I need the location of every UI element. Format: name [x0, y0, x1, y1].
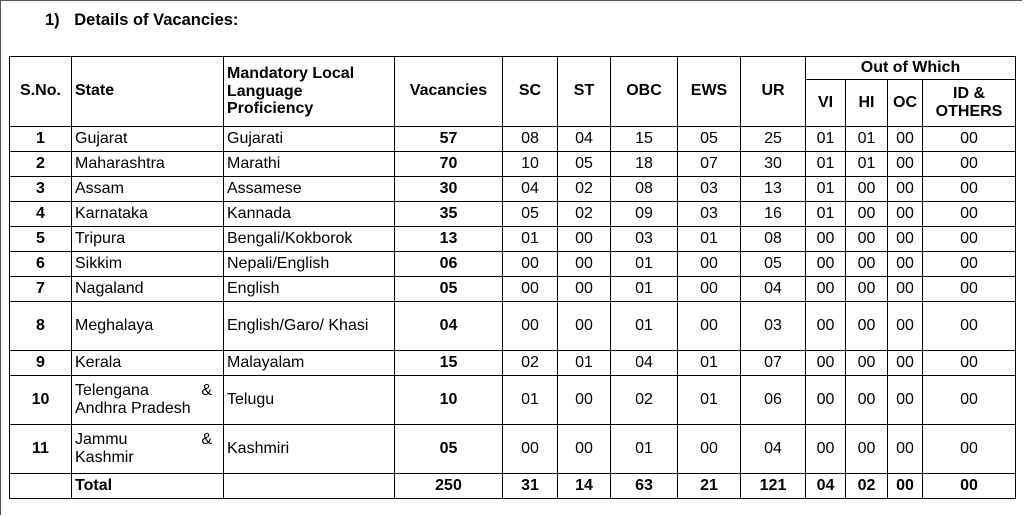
cell-language: Telugu [224, 376, 395, 425]
cell-state: Sikkim [72, 252, 224, 277]
cell-blank [224, 474, 395, 499]
cell-sc: 10 [503, 152, 558, 177]
cell-language: Nepali/English [224, 252, 395, 277]
cell-sno: 6 [10, 252, 72, 277]
section-title: Details of Vacancies: [74, 11, 239, 29]
cell-id-others: 00 [923, 177, 1016, 202]
cell-ur: 04 [741, 425, 806, 474]
cell-hi: 00 [846, 302, 888, 351]
cell-oc: 00 [888, 152, 923, 177]
cell-vacancies: 35 [395, 202, 503, 227]
cell-ews: 01 [678, 351, 741, 376]
section-number: 1) [45, 11, 60, 29]
cell-sno: 2 [10, 152, 72, 177]
vacancies-table [9, 56, 1016, 499]
cell-sno: 9 [10, 351, 72, 376]
cell-oc: 00 [888, 252, 923, 277]
cell-vi: 01 [806, 202, 846, 227]
cell-obc: 04 [611, 351, 678, 376]
cell-oc: 00 [888, 425, 923, 474]
cell-sno: 10 [10, 376, 72, 425]
cell-obc: 18 [611, 152, 678, 177]
cell-st: 00 [558, 227, 611, 252]
cell-hi: 00 [846, 202, 888, 227]
header-vi: VI [806, 80, 846, 127]
cell-hi: 00 [846, 252, 888, 277]
cell-vacancies: 70 [395, 152, 503, 177]
cell-st: 00 [558, 425, 611, 474]
cell-state: Nagaland [72, 277, 224, 302]
cell-st: 02 [558, 177, 611, 202]
cell-vi: 00 [806, 227, 846, 252]
header-obc: OBC [611, 57, 678, 127]
cell-ur: 30 [741, 152, 806, 177]
table-row [10, 127, 1016, 152]
header-st: ST [558, 57, 611, 127]
cell-ews: 01 [678, 376, 741, 425]
cell-total-label: Total [72, 474, 224, 499]
cell-state [72, 425, 224, 474]
state-amp: & [201, 431, 212, 449]
cell-total-ews: 21 [678, 474, 741, 499]
header-hi: HI [846, 80, 888, 127]
cell-sno: 4 [10, 202, 72, 227]
cell-vacancies: 05 [395, 277, 503, 302]
cell-sc: 02 [503, 351, 558, 376]
cell-total-sc: 31 [503, 474, 558, 499]
cell-vacancies: 04 [395, 302, 503, 351]
cell-oc: 00 [888, 351, 923, 376]
cell-sc: 00 [503, 302, 558, 351]
cell-id-others: 00 [923, 302, 1016, 351]
cell-state: Gujarat [72, 127, 224, 152]
cell-sc: 08 [503, 127, 558, 152]
cell-sno: 5 [10, 227, 72, 252]
cell-vi: 01 [806, 177, 846, 202]
cell-language: Gujarati [224, 127, 395, 152]
cell-total-hi: 02 [846, 474, 888, 499]
cell-total-ur: 121 [741, 474, 806, 499]
cell-hi: 00 [846, 177, 888, 202]
cell-language: Assamese [224, 177, 395, 202]
cell-total-vi: 04 [806, 474, 846, 499]
cell-state: Tripura [72, 227, 224, 252]
cell-obc: 01 [611, 302, 678, 351]
cell-st: 04 [558, 127, 611, 152]
cell-hi: 00 [846, 425, 888, 474]
cell-state: Kerala [72, 351, 224, 376]
state-amp: & [201, 382, 212, 400]
cell-vacancies: 06 [395, 252, 503, 277]
cell-st: 01 [558, 351, 611, 376]
header-ews: EWS [678, 57, 741, 127]
cell-st: 02 [558, 202, 611, 227]
cell-obc: 03 [611, 227, 678, 252]
cell-vacancies: 13 [395, 227, 503, 252]
cell-ews: 05 [678, 127, 741, 152]
cell-id-others: 00 [923, 425, 1016, 474]
cell-id-others: 00 [923, 351, 1016, 376]
cell-total-st: 14 [558, 474, 611, 499]
cell-ews: 07 [678, 152, 741, 177]
cell-oc: 00 [888, 302, 923, 351]
cell-language: Kannada [224, 202, 395, 227]
cell-vacancies: 15 [395, 351, 503, 376]
cell-sc: 00 [503, 252, 558, 277]
cell-oc: 00 [888, 376, 923, 425]
cell-vi: 00 [806, 252, 846, 277]
cell-language: Malayalam [224, 351, 395, 376]
table-row [10, 227, 1016, 252]
table-header-row [10, 57, 1016, 80]
cell-id-others: 00 [923, 202, 1016, 227]
cell-state: Meghalaya [72, 302, 224, 351]
table-row [10, 252, 1016, 277]
header-oc: OC [888, 80, 923, 127]
cell-sc: 05 [503, 202, 558, 227]
header-vacancies: Vacancies [395, 57, 503, 127]
cell-vacancies: 57 [395, 127, 503, 152]
table-row [10, 202, 1016, 227]
cell-st: 00 [558, 376, 611, 425]
cell-obc: 01 [611, 252, 678, 277]
cell-total-vacancies: 250 [395, 474, 503, 499]
cell-vi: 00 [806, 376, 846, 425]
table-row [10, 152, 1016, 177]
cell-obc: 01 [611, 425, 678, 474]
cell-vi: 00 [806, 351, 846, 376]
cell-state: Karnataka [72, 202, 224, 227]
cell-ur: 04 [741, 277, 806, 302]
cell-total-id-others: 00 [923, 474, 1016, 499]
cell-total-oc: 00 [888, 474, 923, 499]
state-part: Andhra Pradesh [75, 400, 191, 417]
header-ur: UR [741, 57, 806, 127]
cell-st: 00 [558, 302, 611, 351]
cell-obc: 01 [611, 277, 678, 302]
cell-state: Maharashtra [72, 152, 224, 177]
cell-ur: 08 [741, 227, 806, 252]
cell-vacancies: 30 [395, 177, 503, 202]
cell-obc: 08 [611, 177, 678, 202]
cell-ews: 01 [678, 227, 741, 252]
cell-ur: 05 [741, 252, 806, 277]
cell-state: Assam [72, 177, 224, 202]
cell-sno: 7 [10, 277, 72, 302]
cell-oc: 00 [888, 202, 923, 227]
state-part: Jammu [75, 431, 128, 449]
cell-st: 00 [558, 252, 611, 277]
cell-ews: 00 [678, 277, 741, 302]
cell-vacancies: 05 [395, 425, 503, 474]
cell-oc: 00 [888, 227, 923, 252]
cell-id-others: 00 [923, 376, 1016, 425]
section-heading [45, 11, 238, 30]
cell-ews: 00 [678, 302, 741, 351]
cell-hi: 01 [846, 127, 888, 152]
cell-state [72, 376, 224, 425]
cell-sno: 11 [10, 425, 72, 474]
cell-sc: 04 [503, 177, 558, 202]
cell-obc: 15 [611, 127, 678, 152]
cell-st: 05 [558, 152, 611, 177]
table-row [10, 277, 1016, 302]
cell-ur: 06 [741, 376, 806, 425]
cell-sno: 1 [10, 127, 72, 152]
cell-language: Marathi [224, 152, 395, 177]
cell-hi: 00 [846, 351, 888, 376]
cell-id-others: 00 [923, 152, 1016, 177]
cell-ews: 03 [678, 202, 741, 227]
cell-id-others: 00 [923, 252, 1016, 277]
table-row [10, 351, 1016, 376]
cell-sc: 00 [503, 425, 558, 474]
cell-ur: 03 [741, 302, 806, 351]
cell-hi: 00 [846, 376, 888, 425]
header-language: Mandatory Local Language Proficiency [224, 57, 395, 127]
cell-id-others: 00 [923, 277, 1016, 302]
table-row [10, 425, 1016, 474]
cell-ur: 07 [741, 351, 806, 376]
cell-vi: 00 [806, 302, 846, 351]
cell-vacancies: 10 [395, 376, 503, 425]
cell-vi: 00 [806, 425, 846, 474]
table-row [10, 302, 1016, 351]
cell-oc: 00 [888, 277, 923, 302]
cell-sc: 01 [503, 227, 558, 252]
cell-id-others: 00 [923, 227, 1016, 252]
cell-language: English/Garo/ Khasi [224, 302, 395, 351]
header-state: State [72, 57, 224, 127]
cell-sno: 8 [10, 302, 72, 351]
cell-ews: 00 [678, 252, 741, 277]
table-row [10, 376, 1016, 425]
cell-language: Bengali/Kokborok [224, 227, 395, 252]
state-part: Kashmir [75, 449, 134, 466]
cell-blank [10, 474, 72, 499]
cell-sc: 00 [503, 277, 558, 302]
cell-oc: 00 [888, 127, 923, 152]
cell-ews: 03 [678, 177, 741, 202]
cell-oc: 00 [888, 177, 923, 202]
cell-vi: 01 [806, 127, 846, 152]
cell-language: English [224, 277, 395, 302]
cell-hi: 00 [846, 277, 888, 302]
cell-ur: 16 [741, 202, 806, 227]
header-sno: S.No. [10, 57, 72, 127]
cell-vi: 00 [806, 277, 846, 302]
cell-sno: 3 [10, 177, 72, 202]
header-out-of-which: Out of Which [806, 57, 1016, 80]
cell-total-obc: 63 [611, 474, 678, 499]
cell-hi: 00 [846, 227, 888, 252]
header-sc: SC [503, 57, 558, 127]
cell-ur: 13 [741, 177, 806, 202]
table-row [10, 177, 1016, 202]
cell-obc: 09 [611, 202, 678, 227]
cell-vi: 01 [806, 152, 846, 177]
cell-ews: 00 [678, 425, 741, 474]
cell-sc: 01 [503, 376, 558, 425]
cell-hi: 01 [846, 152, 888, 177]
cell-ur: 25 [741, 127, 806, 152]
state-part: Telengana [75, 382, 149, 400]
cell-obc: 02 [611, 376, 678, 425]
cell-id-others: 00 [923, 127, 1016, 152]
cell-language: Kashmiri [224, 425, 395, 474]
header-id-others: ID & OTHERS [923, 80, 1016, 127]
table-total-row [10, 474, 1016, 499]
cell-st: 00 [558, 277, 611, 302]
